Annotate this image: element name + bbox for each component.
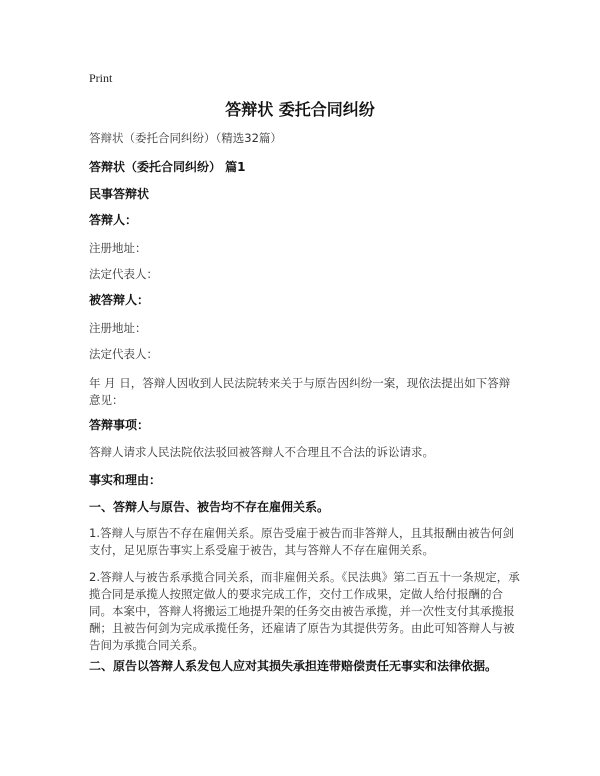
doc-type-heading: 民事答辩状 [89, 187, 150, 201]
respondent-representative: 法定代表人： [89, 267, 158, 281]
respondent-address: 注册地址： [89, 241, 147, 255]
section-title: 答辩状（委托合同纠纷） 篇1 [89, 160, 246, 174]
defendant-address: 注册地址： [89, 321, 147, 335]
point1-paragraph-1: 1.答辩人与原告不存在雇佣关系。原告受雇于被告而非答辩人，且其报酬由被告何剑支付，足见原告事实上系受雇于被告，其与答辩人不存在雇佣关系。 [89, 526, 514, 557]
point1-heading: 一、答辩人与原告、被告均不存在雇佣关系。 [89, 500, 330, 514]
intro-paragraph: 年 月 日，答辩人因收到人民法院转来关于与原告因纠纷一案，现依法提出如下答辩意见： [89, 376, 511, 407]
facts-heading: 事实和理由： [89, 473, 162, 487]
defendant-label: 被答辩人： [89, 293, 150, 307]
defendant-representative: 法定代表人： [89, 347, 158, 361]
matters-heading: 答辩事项： [89, 418, 150, 432]
respondent-label: 答辩人： [89, 213, 138, 227]
point1-paragraph-2: 2.答辩人与被告系承揽合同关系，而非雇佣关系。《民法典》第二百五十一条规定，承揽合同是承揽人按照定做人的要求完成工作，交付工作成果，定做人给付报酬的合同。本案中，答辩人将搬运工地提升架的任务交由被告承揽，并一次性支付其承揽报酬；且被告何剑为完成承揽任务，还雇请了原告为其提供劳务。由此可知答辩人与被告间为承揽合同关系。 [89, 570, 520, 652]
print-label: Print [89, 71, 113, 85]
matters-text: 答辩人请求人民法院依法驳回被答辩人不合理且不合法的诉讼请求。 [89, 445, 434, 459]
document-subtitle: 答辩状（委托合同纠纷）（精选32篇） [89, 131, 282, 145]
document-title: 答辩状 委托合同纠纷 [225, 100, 375, 119]
point2-heading: 二、原告以答辩人系发包人应对其损失承担连带赔偿责任无事实和法律依据。 [89, 659, 498, 673]
